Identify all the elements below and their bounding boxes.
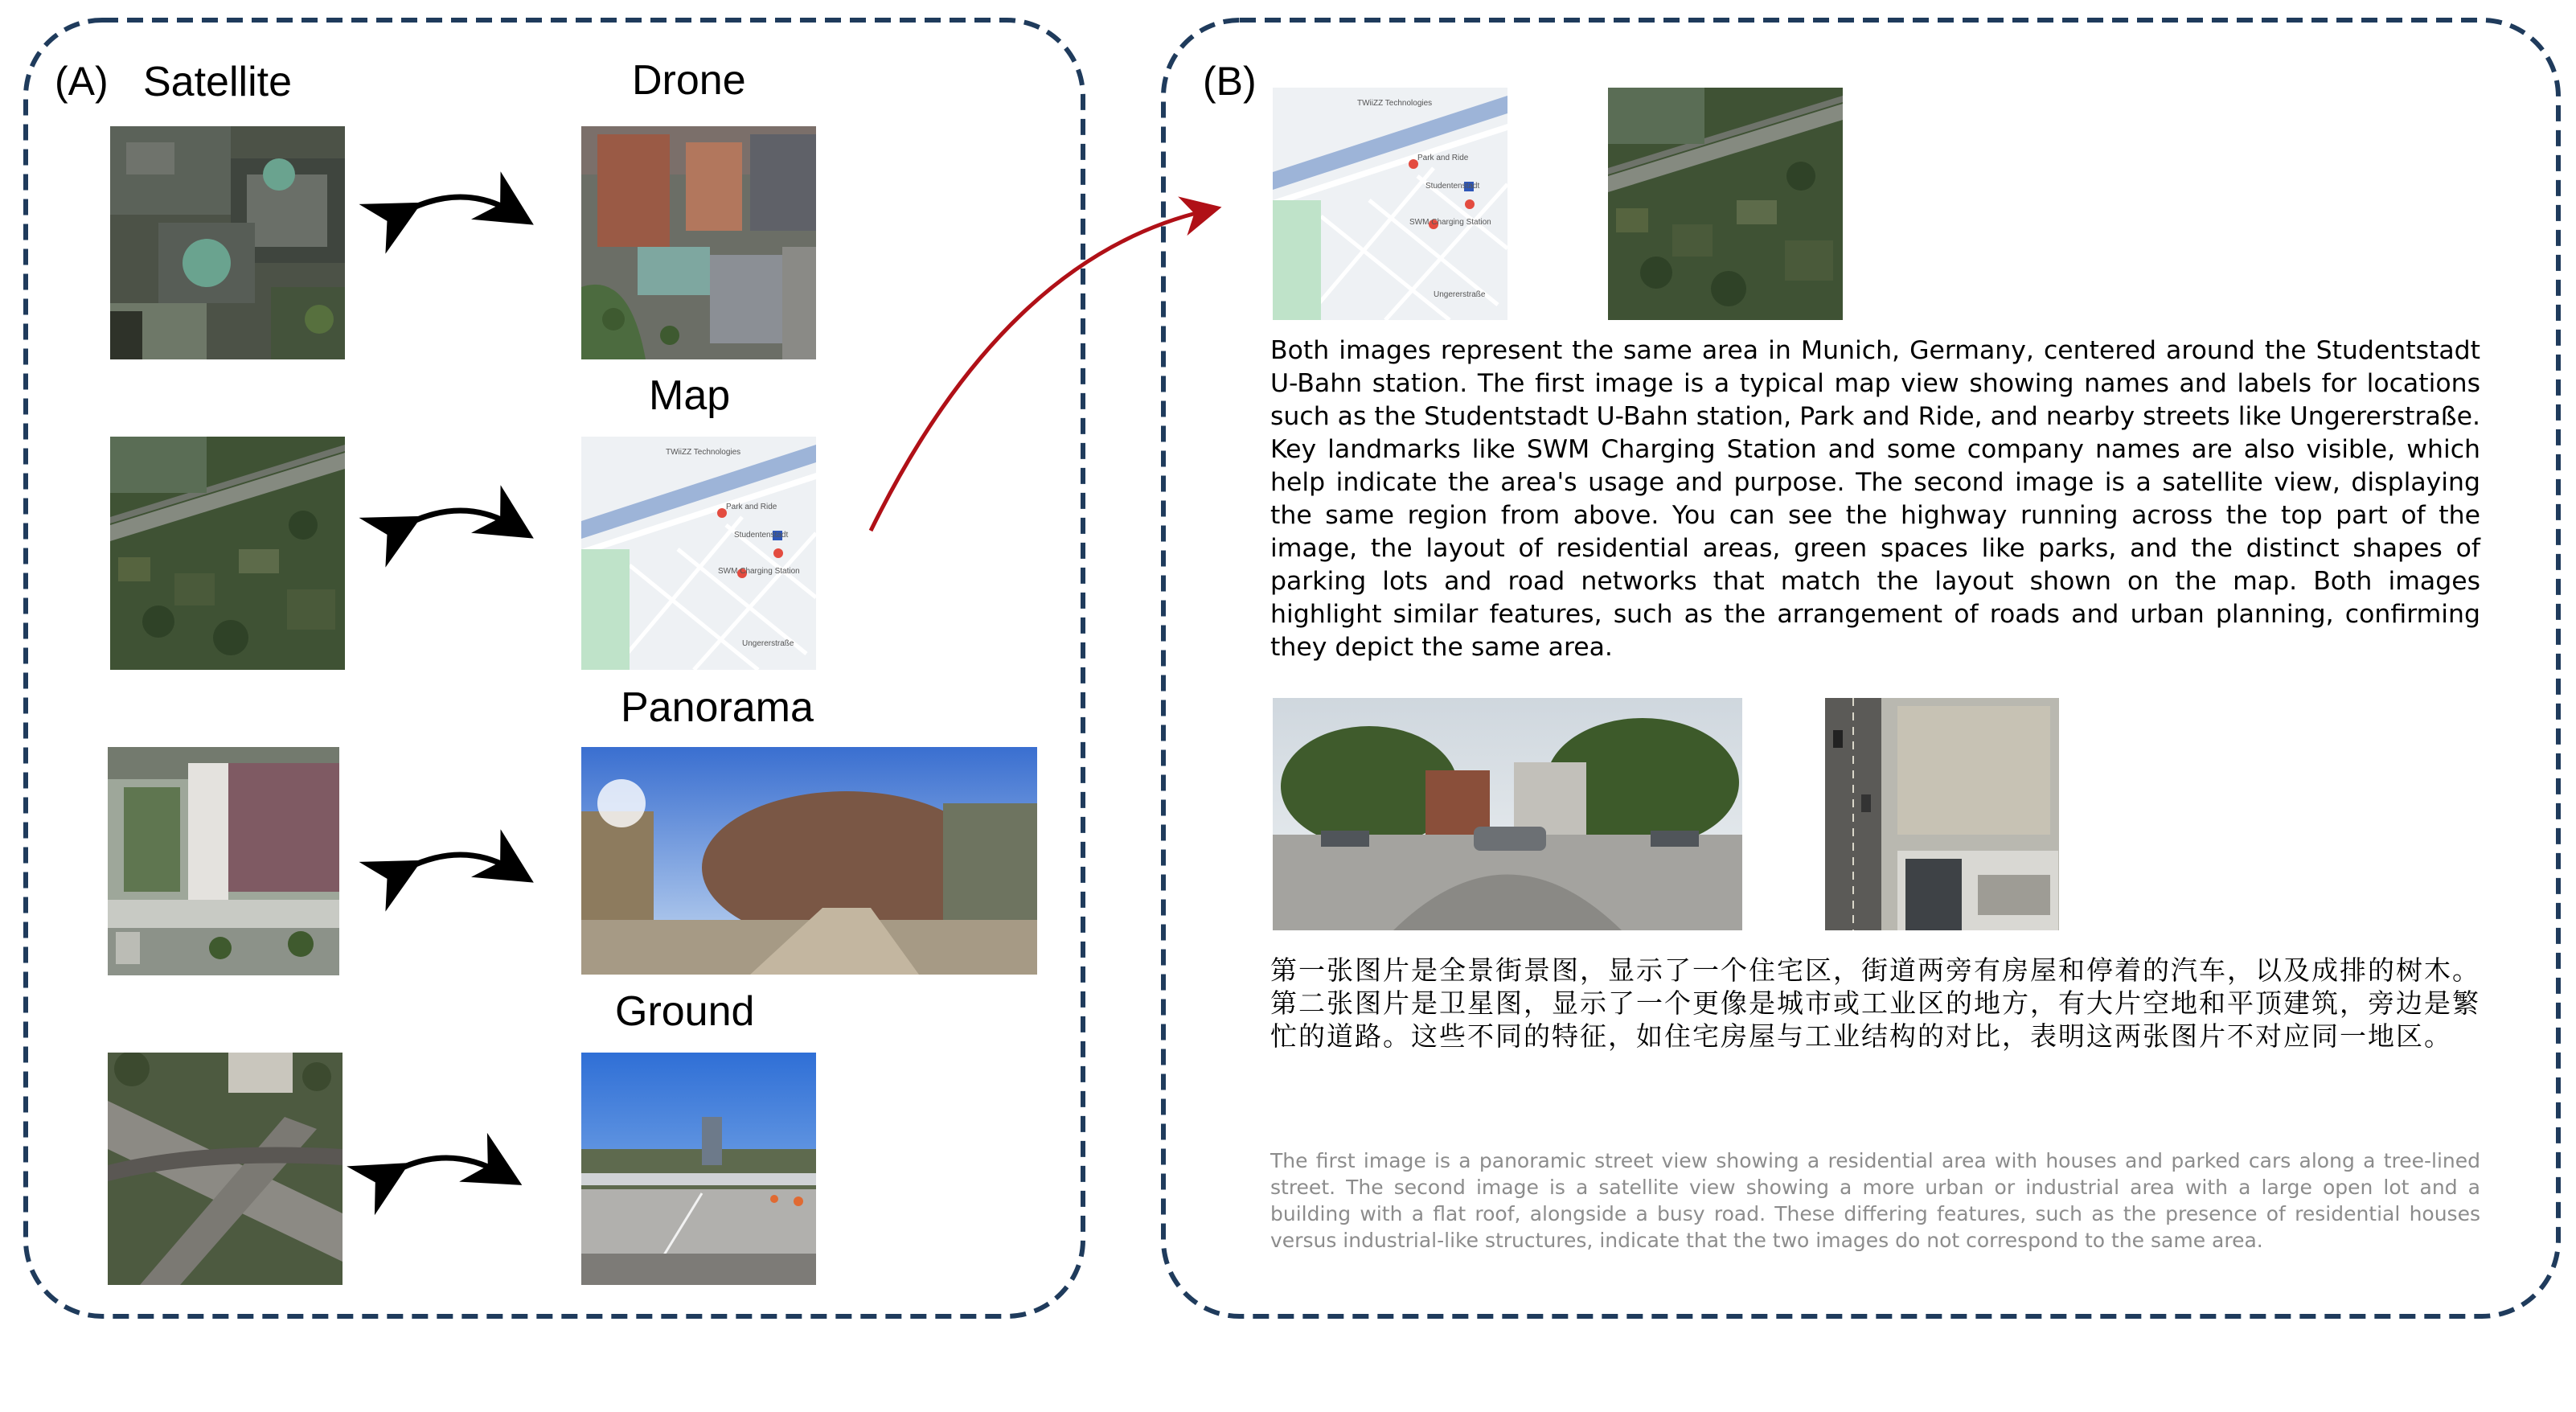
panorama-image-b: [1273, 698, 1742, 930]
map-label-twiizz: TWiiZZ Technologies: [666, 448, 741, 457]
map-label-studentenstadt: Studentenstadt: [734, 531, 789, 540]
satellite-image-b: [1608, 88, 1843, 320]
drone-header: Drone: [632, 57, 746, 104]
ground-header: Ground: [615, 988, 755, 1035]
satellite-header: Satellite: [143, 59, 292, 105]
panorama-header: Panorama: [621, 684, 814, 731]
double-arrow-row4: [390, 1158, 502, 1174]
panel-a-label: (A): [55, 59, 109, 104]
map-b-label-twiizz: TWiiZZ Technologies: [1357, 99, 1433, 108]
double-arrow-row3: [402, 855, 515, 871]
red-connector-arrow: [871, 211, 1206, 531]
map-b-label-swm: SWM Charging Station: [1409, 218, 1491, 227]
map-b-label-studentenstadt: Studentenstadt: [1425, 182, 1480, 191]
map-header: Map: [649, 372, 731, 419]
map-label-swm: SWM Charging Station: [718, 567, 800, 576]
map-b-label-park: Park and Ride: [1417, 154, 1469, 162]
double-arrow-row2: [402, 511, 515, 527]
map-image-b: [1273, 88, 1507, 320]
chinese-mismatch-description: 第一张图片是全景街景图，显示了一个住宅区，街道两旁有房屋和停着的汽车，以及成排的树木。第二张图片是卫星图，显示了一个更像是城市或工业区的地方，有大片空地和平顶建筑，旁边是繁忙的道路。这些不同的特征，如住宅房屋与工业结构的对比，表明这两张图片不对应同一地区。: [1270, 954, 2480, 1052]
panel-b-label: (B): [1203, 59, 1257, 104]
english-translation: The first image is a panoramic street view showing a residential area with houses and parked cars along a tree-lined street. The second image is a satellite view showing a more urban or industrial area with a large open lot and a building with a flat roof, alongside a busy road. These differing features, such as the presence of residential houses versus industrial-like structures, indicate that the two images do not correspond to the same area.: [1270, 1149, 2480, 1252]
double-arrow-row1: [402, 197, 515, 213]
satellite-image-b2: [1825, 698, 2059, 930]
map-label-park: Park and Ride: [726, 503, 777, 511]
map-b-label-ungerer: Ungererstraße: [1434, 290, 1486, 299]
map-label-ungerer: Ungererstraße: [742, 639, 794, 648]
english-match-description: Both images represent the same area in Munich, Germany, centered around the Studentstadt U-Bahn station. The first image is a typical map view showing names and labels for locations such as the Studentstadt U-Bahn station, Park and Ride, and nearby streets like Ungererstraße. Key landmarks like SWM Charging Station and some company names are also visible, which help indicate the area's usage and purpose. The second image is a satellite view, displaying the same region from above. You can see the highway running across the top part of the image, the layout of residential areas, green spaces like parks, and the distinct shapes of parking lots and road networks that match the layout shown on the map. Both images highlight similar features, such as the arrangement of roads and urban planning, confirming they depict the same area.: [1270, 336, 2480, 662]
